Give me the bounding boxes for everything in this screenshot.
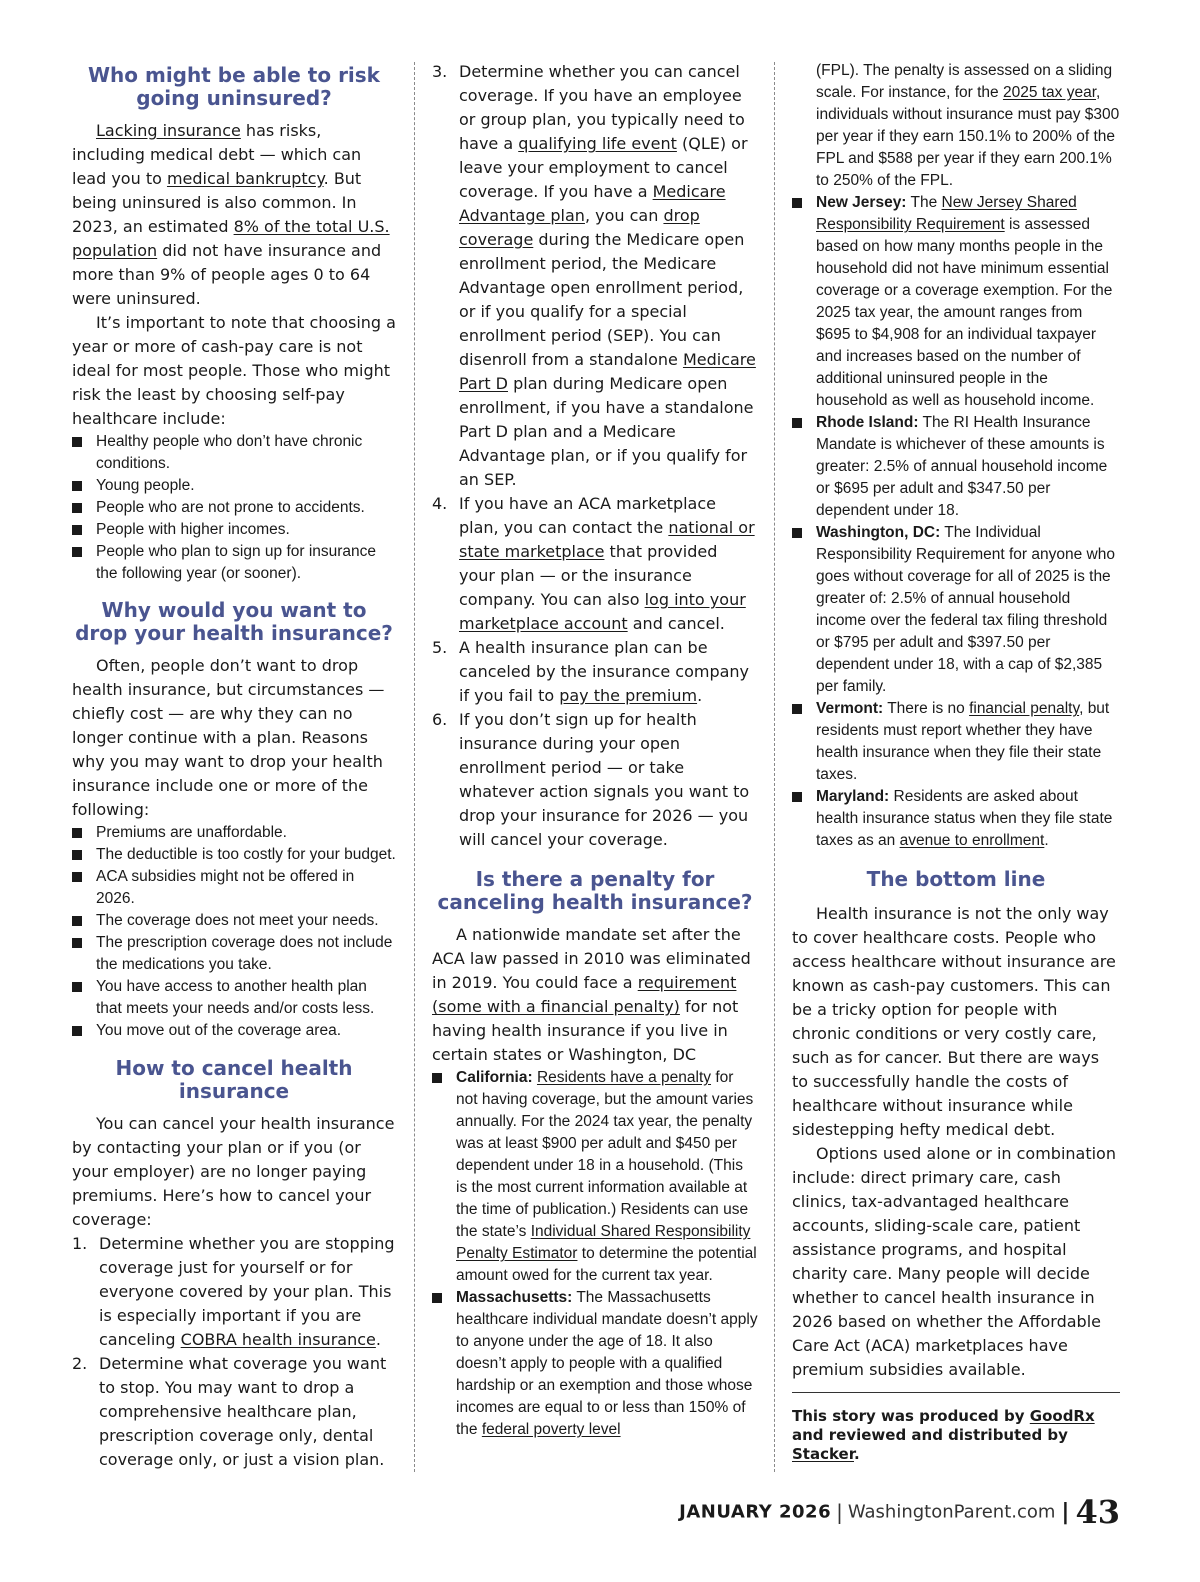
column-3: [792, 60, 1120, 1464]
state-vermont: Vermont: There is no financial penalty, but residents must report whether they have health insurance when they file their state taxes.: [792, 698, 1120, 786]
list-item: You move out of the coverage area.: [72, 1020, 396, 1042]
link-federal-poverty-level[interactable]: federal poverty level: [481, 1421, 621, 1438]
paragraph: A nationwide mandate set after the ACA law passed in 2010 was eliminated in 2019. You could face a requirement (some with a financial penalty) for not having health insurance if you live in certain states or Washington, DC: [432, 925, 751, 1064]
paragraph: Lacking insurance has risks, including medical debt — which can lead you to medical bankruptcy. But being uninsured is also common. In 2023, an estimated 8% of the total U.S. population did not have insurance and more than 9% of people ages 0 to 64 were uninsured.: [72, 121, 390, 308]
link-marketplace[interactable]: national or state marketplace: [459, 518, 755, 561]
link-penalty-estimator[interactable]: Individual Shared Responsibility Penalty Estimator: [456, 1223, 751, 1262]
link-2025-tax-year[interactable]: 2025 tax year: [1002, 84, 1097, 101]
column-divider: [774, 62, 775, 1472]
list-item: You have access to another health plan that meets your needs and/or costs less.: [72, 976, 396, 1020]
list-item: 2. Determine what coverage you want to stop. You may want to drop a comprehensive healthcare plan, prescription coverage only, dental coverage only, or just a vision plan.: [72, 1354, 387, 1469]
list-item: Premiums are unaffordable.: [72, 822, 396, 844]
link-nj-requirement[interactable]: New Jersey Shared Responsibility Requirement: [816, 194, 1077, 233]
section-heading-penalty: Is there a penalty for canceling health insurance?: [437, 867, 753, 914]
section-heading-how-to-cancel: How to cancel health insurance: [115, 1056, 353, 1103]
bullet-list: [432, 1067, 758, 1441]
bullet-list: [792, 192, 1120, 852]
link-qualifying-life-event[interactable]: qualifying life event: [518, 134, 677, 153]
state-california: California: Residents have a penalty for not having coverage, but the amount varies annually. For the 2024 tax year, the penalty was at least $900 per adult and $450 per dependent under 18 in a household. (This is the most current information available at the time of publication.) Residents can use the state’s Individual Shared Responsibility Penalty Estimator to determine the potential amount owed for the current tax year.: [432, 1067, 758, 1287]
list-item: The coverage does not meet your needs.: [72, 910, 396, 932]
section-heading-why-drop: Why would you want to drop your health insurance?: [75, 598, 393, 645]
list-item: People who are not prone to accidents.: [72, 497, 396, 519]
paragraph: Options used alone or in combination include: direct primary care, cash clinics, tax-advantaged healthcare accounts, sliding-scale care, patient assistance programs, and hospital charity care. Many people will decide whether to cancel health insurance in 2026 based on whether the Affordable Care Act (ACA) marketplaces have premium subsidies available.: [792, 1144, 1116, 1379]
list-item: The prescription coverage does not include the medications you take.: [72, 932, 396, 976]
site-name: WashingtonParent.com: [847, 1501, 1056, 1523]
link-medicare-part-d[interactable]: Medicare Part D: [459, 350, 756, 393]
paragraph: Health insurance is not the only way to cover healthcare costs. People who access healthcare without insurance are known as cash-pay customers. This can be a tricky option for people with chronic conditions or very costly care, such as for cancer. But there are ways to successfully handle the costs of healthcare without insurance while sidestepping hefty medical debt.: [792, 904, 1116, 1139]
state-maryland: Maryland: Residents are asked about health insurance status when they file state taxes as an avenue to enrollment.: [792, 786, 1120, 852]
link-stacker[interactable]: Stacker: [792, 1445, 854, 1463]
divider: [792, 1392, 1120, 1393]
list-item: Healthy people who don’t have chronic conditions.: [72, 431, 396, 475]
paragraph: You can cancel your health insurance by contacting your plan or if you (or your employer) are no longer paying premiums. Here’s how to cancel your coverage:: [72, 1114, 395, 1229]
list-item: People with higher incomes.: [72, 519, 396, 541]
list-item: 4. If you have an ACA marketplace plan, you can contact the national or state marketplace that provided your plan — or the insurance company. You can also log into your marketplace account and cancel.: [432, 494, 755, 633]
link-lacking-insurance[interactable]: Lacking insurance: [96, 121, 241, 140]
list-item: 6. If you don’t sign up for health insurance during your open enrollment period — or take whatever action signals you want to drop your insurance for 2026 — you will cancel your coverage.: [432, 710, 750, 849]
link-medicare-advantage[interactable]: Medicare Advantage plan: [459, 182, 726, 225]
state-washington-dc: Washington, DC: The Individual Responsibility Requirement for anyone who goes without coverage for all of 2025 is the greater of: 2.5% of annual household income over the federal tax filing threshold or $795 per adult and $397.50 per dependent under 18, with a cap of $2,385 per family.: [792, 522, 1120, 698]
link-residents-penalty[interactable]: Residents have a penalty: [536, 1069, 712, 1086]
numbered-list: [432, 60, 758, 852]
link-drop-coverage[interactable]: drop coverage: [459, 206, 700, 249]
link-pay-premium[interactable]: pay the premium: [559, 686, 698, 705]
list-item: 1. Determine whether you are stopping coverage just for yourself or for everyone covered by your plan. This is especially important if you are canceling COBRA health insurance.: [72, 1234, 395, 1349]
paragraph: It’s important to note that choosing a year or more of cash-pay care is not ideal for most people. Those who might risk the least by choosing self-pay healthcare include:: [72, 313, 396, 428]
page-footer: [600, 1493, 1120, 1531]
state-rhode-island: Rhode Island: The RI Health Insurance Mandate is whichever of these amounts is greater: 2.5% of annual household income or $695 per adult and $347.50 per dependent under 18.: [792, 412, 1120, 522]
link-financial-penalty[interactable]: financial penalty: [969, 700, 1080, 717]
column-divider: [414, 62, 415, 1472]
footer-separator: |: [836, 1500, 843, 1524]
section-heading-risk: Who might be able to risk going uninsured?: [87, 63, 380, 110]
bullet-list: [72, 431, 396, 585]
link-cobra[interactable]: COBRA health insurance: [180, 1330, 376, 1349]
paragraph: Often, people don’t want to drop health insurance, but circumstances — chiefly cost — are why they can no longer continue with a plan. Reasons why you may want to drop your health insurance include one or more of the following:: [72, 656, 385, 819]
list-item: ACA subsidies might not be offered in 2026.: [72, 866, 396, 910]
list-item: The deductible is too costly for your budget.: [72, 844, 396, 866]
link-avenue-to-enrollment[interactable]: avenue to enrollment: [899, 832, 1045, 849]
state-new-jersey: New Jersey: The New Jersey Shared Responsibility Requirement is assessed based on how many months people in the household did not have minimum essential coverage or a coverage exemption. For the 2025 tax year, the amount ranges from $695 to $4,908 for an individual taxpayer and increases based on the number of additional uninsured people in the household as well as household income.: [792, 192, 1120, 412]
list-item: People who plan to sign up for insurance the following year (or sooner).: [72, 541, 396, 585]
link-requirement[interactable]: requirement (some with a financial penalty): [432, 973, 737, 1016]
column-2: [432, 60, 758, 1441]
link-goodrx[interactable]: GoodRx: [1029, 1407, 1095, 1425]
state-massachusetts: Massachusetts: The Massachusetts healthcare individual mandate doesn’t apply to anyone under the age of 18. It also doesn’t apply to people with a qualified hardship or an exemption and those whose incomes are equal to or less than 150% of the federal poverty level: [432, 1287, 758, 1441]
link-medical-bankruptcy[interactable]: medical bankruptcy: [166, 169, 324, 188]
footer-separator: |: [1061, 1499, 1070, 1525]
issue-date: JANUARY 2026: [679, 1501, 832, 1523]
list-item: 5. A health insurance plan can be canceled by the insurance company if you fail to pay the premium.: [432, 638, 750, 705]
list-item: Young people.: [72, 475, 396, 497]
numbered-list: [72, 1232, 396, 1472]
story-credit: This story was produced by GoodRx and reviewed and distributed by Stacker.: [792, 1407, 1095, 1463]
paragraph: (FPL). The penalty is assessed on a sliding scale. For instance, for the 2025 tax year, individuals without insurance must pay $300 per year if they earn 150.1% to 200% of the FPL and $588 per year if they earn 200.1% to 250% of the FPL.: [816, 62, 1120, 189]
bullet-list: [72, 822, 396, 1042]
link-marketplace-account[interactable]: log into your marketplace account: [459, 590, 746, 633]
page-number: 43: [1075, 1493, 1120, 1531]
list-item: 3. Determine whether you can cancel coverage. If you have an employee or group plan, you typically need to have a qualifying life event (QLE) or leave your employment to cancel coverage. If you have a Medicare Advantage plan, you can drop coverage during the Medicare open enrollment period, the Medicare Advantage open enrollment period, or if you qualify for a special enrollment period (SEP). You can disenroll from a standalone Medicare Part D plan during Medicare open enrollment, if you have a standalone Part D plan and a Medicare Advantage plan, or if you qualify for an SEP.: [432, 62, 756, 489]
column-1: [72, 60, 396, 1472]
link-uninsured-population[interactable]: 8% of the total U.S. population: [72, 217, 390, 260]
section-heading-bottom-line: The bottom line: [866, 867, 1046, 891]
